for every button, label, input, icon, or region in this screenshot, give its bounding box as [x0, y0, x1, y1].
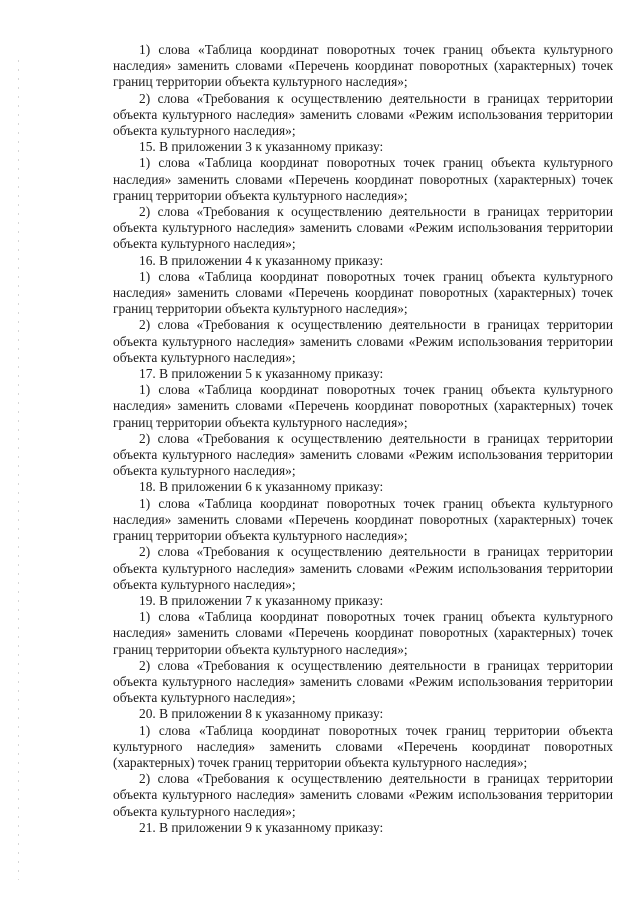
- paragraph: 1) слова «Таблица координат поворотных точек границ объекта культурного наследия» заменить словами «Перечень координат поворотных (характерных) точек границ территории объекта культурного наследия»;: [113, 42, 613, 90]
- paragraph: 1) слова «Таблица координат поворотных точек границ объекта культурного наследия» заменить словами «Перечень координат поворотных (характерных) точек границ территории объекта культурного наследия»;: [113, 155, 613, 203]
- section-heading: 15. В приложении 3 к указанному приказу:: [139, 139, 384, 155]
- section-heading: 19. В приложении 7 к указанному приказу:: [139, 592, 384, 608]
- paragraph: 2) слова «Требования к осуществлению деятельности в границах территории объекта культурного наследия» заменить словами «Режим использования территории объекта культурного наследия»;: [113, 430, 613, 479]
- paragraph: 1) слова «Таблица координат поворотных точек границ объекта культурного наследия» заменить словами «Перечень координат поворотных (характерных) точек границ территории объекта культурного наследия»;: [113, 495, 613, 544]
- section-heading: 16. В приложении 4 к указанному приказу:: [139, 252, 384, 268]
- paragraph: 2) слова «Требования к осуществлению деятельности в границах территории объекта культурного наследия» заменить словами «Режим использования территории объекта культурного наследия»;: [113, 771, 613, 819]
- paragraph: 2) слова «Требования к осуществлению деятельности в границах территории объекта культурного наследия» заменить словами «Режим использования территории объекта культурного наследия»;: [113, 90, 613, 139]
- paragraph: 2) слова «Требования к осуществлению деятельности в границах территории объекта культурного наследия» заменить словами «Режим использования территории объекта культурного наследия»;: [113, 657, 613, 706]
- section-heading: 20. В приложении 8 к указанному приказу:: [139, 706, 384, 722]
- paragraph: 2) слова «Требования к осуществлению деятельности в границах территории объекта культурного наследия» заменить словами «Режим использования территории объекта культурного наследия»;: [113, 317, 613, 365]
- paragraph: 1) слова «Таблица координат поворотных точек границ объекта культурного наследия» заменить словами «Перечень координат поворотных (характерных) точек границ территории объекта культурного наследия»;: [113, 382, 613, 430]
- paragraph: 1) слова «Таблица координат поворотных точек границ объекта культурного наследия» заменить словами «Перечень координат поворотных (характерных) точек границ территории объекта культурного наследия»;: [113, 268, 613, 317]
- paragraph: 1) слова «Таблица координат поворотных точек границ объекта культурного наследия» заменить словами «Перечень координат поворотных (характерных) точек границ территории объекта культурного наследия»;: [113, 609, 613, 657]
- section-heading: 18. В приложении 6 к указанному приказу:: [139, 479, 384, 495]
- paragraph: 2) слова «Требования к осуществлению деятельности в границах территории объекта культурного наследия» заменить словами «Режим использования территории объекта культурного наследия»;: [113, 204, 613, 252]
- paragraph: 2) слова «Требования к осуществлению деятельности в границах территории объекта культурного наследия» заменить словами «Режим использования территории объекта культурного наследия»;: [113, 544, 613, 592]
- paragraph: 1) слова «Таблица координат поворотных точек границ территории объекта культурного наследия» заменить словами «Перечень координат поворотных (характерных) точек границ территории объекта культурного наследия»;: [113, 722, 613, 770]
- section-heading: 21. В приложении 9 к указанному приказу:: [139, 819, 384, 835]
- scan-margin-artifact: [18, 60, 19, 880]
- document-body: [113, 42, 613, 836]
- section-heading: 17. В приложении 5 к указанному приказу:: [139, 366, 384, 382]
